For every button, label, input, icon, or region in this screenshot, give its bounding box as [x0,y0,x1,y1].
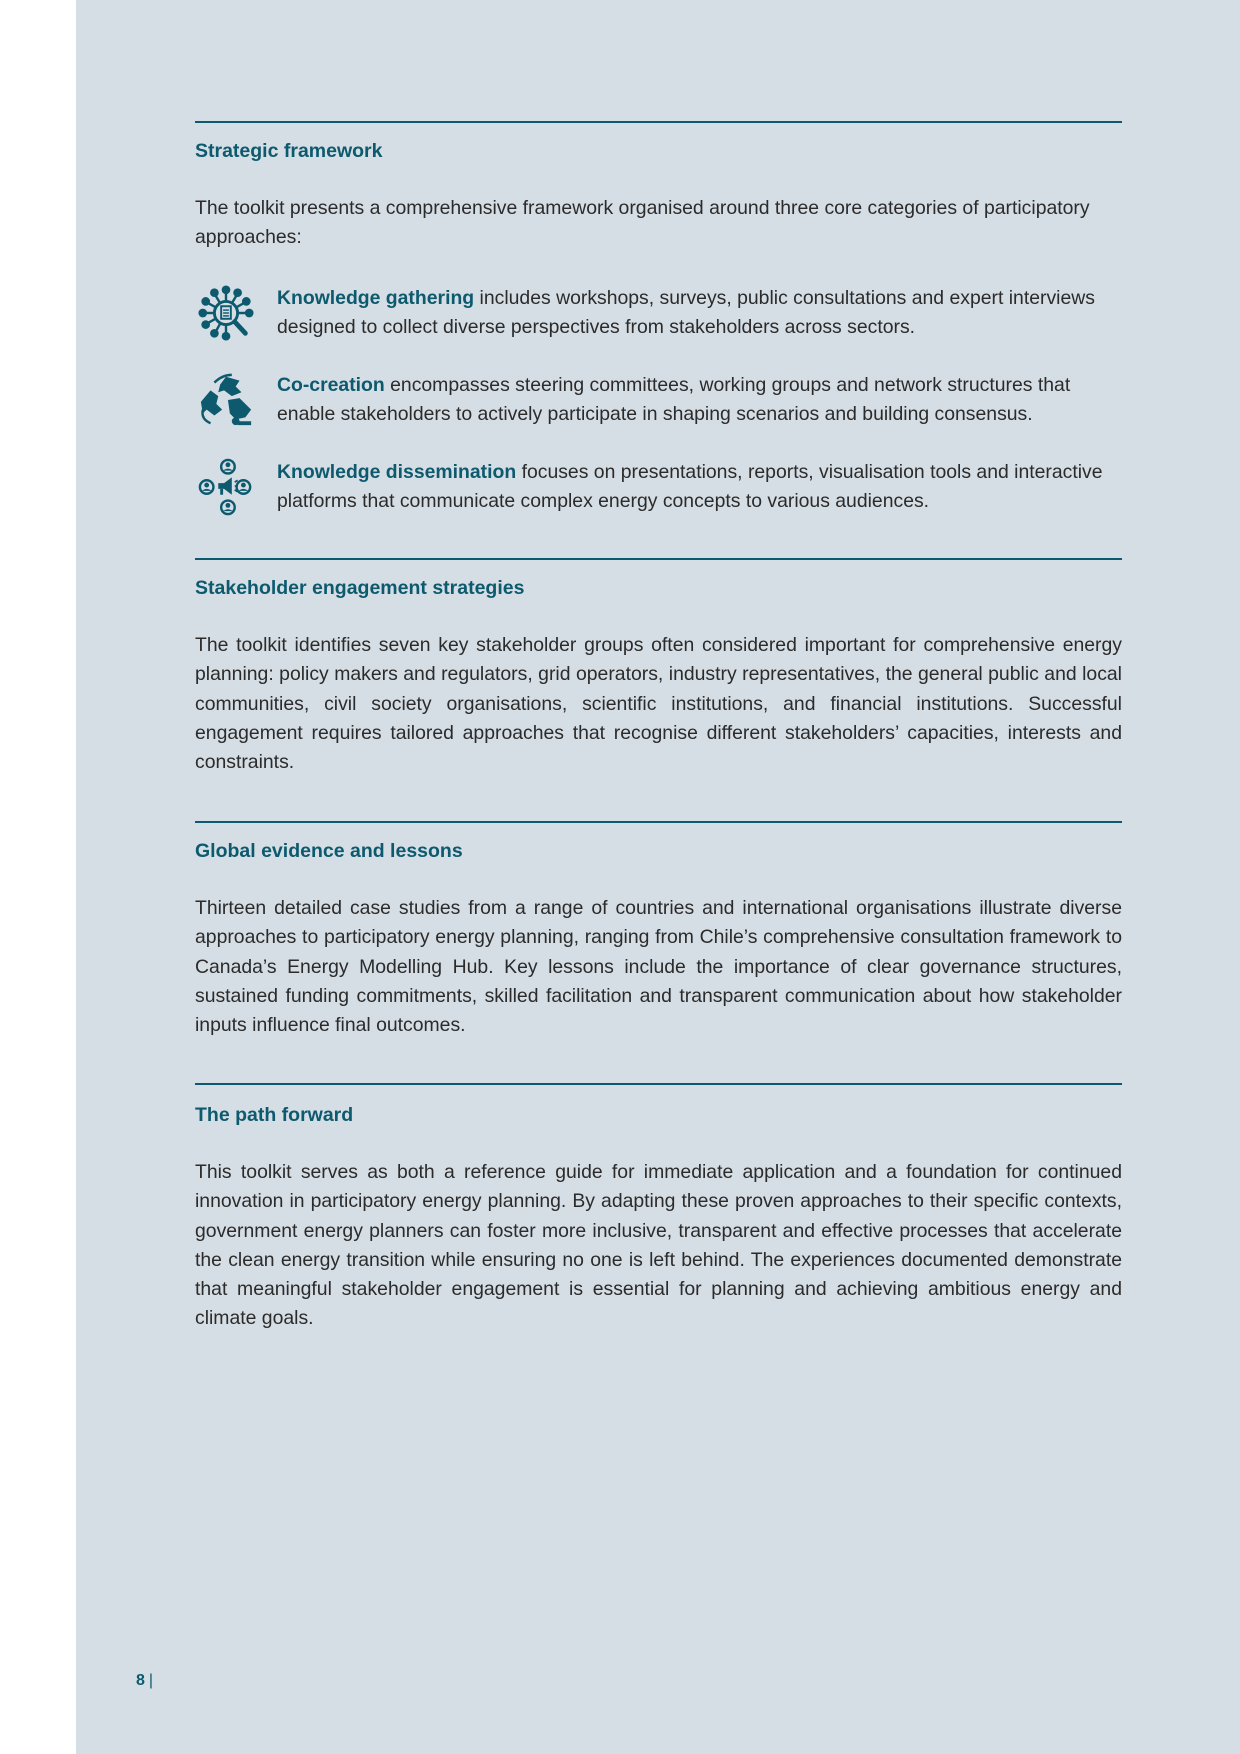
section-stakeholder-engagement [195,558,1122,774]
section-strategic-framework [195,121,1122,513]
section-body: The toolkit identifies seven key stakeholder groups often considered important for comprehensive energy planning: policy makers and regulators, grid operators, industry representatives, the general public and local communities, civil society organisations, scientific institutions, and financial institutions. Successful engagement requires tailored approaches that recognise different stakeholders’ capacities, interests and constraints. [195,634,1122,774]
section-heading: Global evidence and lessons [195,840,463,862]
page-number-separator: | [148,1672,154,1689]
section-heading: The path forward [195,1104,354,1126]
section-body: This toolkit serves as both a reference guide for immediate application and a foundation for continued innovation in participatory energy planning. By adapting these proven approaches to their specific contexts, government energy planners can foster more inclusive, transparent and effective processes that accelerate the clean energy transition while ensuring no one is left behind. The experiences documented demonstrate that meaningful stakeholder engagement is essential for planning and achieving ambitious energy and climate goals. [195,1161,1122,1330]
knowledge-dissemination-icon [197,458,255,516]
page-background [76,0,1240,1754]
knowledge-gathering-icon [197,284,255,342]
section-global-evidence [195,821,1122,1037]
section-heading: Stakeholder engagement strategies [195,577,525,599]
section-heading: Strategic framework [195,140,383,162]
section-body: Thirteen detailed case studies from a range of countries and international organisations illustrate diverse approaches to participatory energy planning, ranging from Chile’s comprehensive consultation framework to Canada’s Energy Modelling Hub. Key lessons include the importance of clear governance structures, sustained funding commitments, skilled facilitation and transparent communication about how stakeholder inputs influence final outcomes. [195,897,1122,1037]
section-divider [195,1083,1122,1085]
page-number [136,1672,153,1690]
section-divider [195,558,1122,560]
framework-item-description: focuses on presentations, reports, visualisation tools and interactive platforms that communicate complex energy concepts to various audiences. [277,461,1103,513]
co-creation-icon [197,371,255,429]
framework-item-description: includes workshops, surveys, public consultations and expert interviews designed to collect diverse perspectives from stakeholders across sectors. [277,287,1095,339]
framework-item-text [277,458,1122,517]
framework-item-text [277,371,1122,430]
framework-item-description: encompasses steering committees, working groups and network structures that enable stakeholders to actively participate in shaping scenarios and building consensus. [277,374,1071,426]
section-path-forward [195,1083,1122,1330]
framework-item-text [277,284,1122,343]
framework-item-lead: Co-creation [277,374,385,396]
framework-item-lead: Knowledge gathering [277,287,475,309]
page-number-value: 8 [136,1672,145,1689]
section-divider [195,821,1122,823]
section-intro: The toolkit presents a comprehensive framework organised around three core categories of participatory approaches: [195,197,1090,249]
section-divider [195,121,1122,123]
framework-item-lead: Knowledge dissemination [277,461,517,483]
